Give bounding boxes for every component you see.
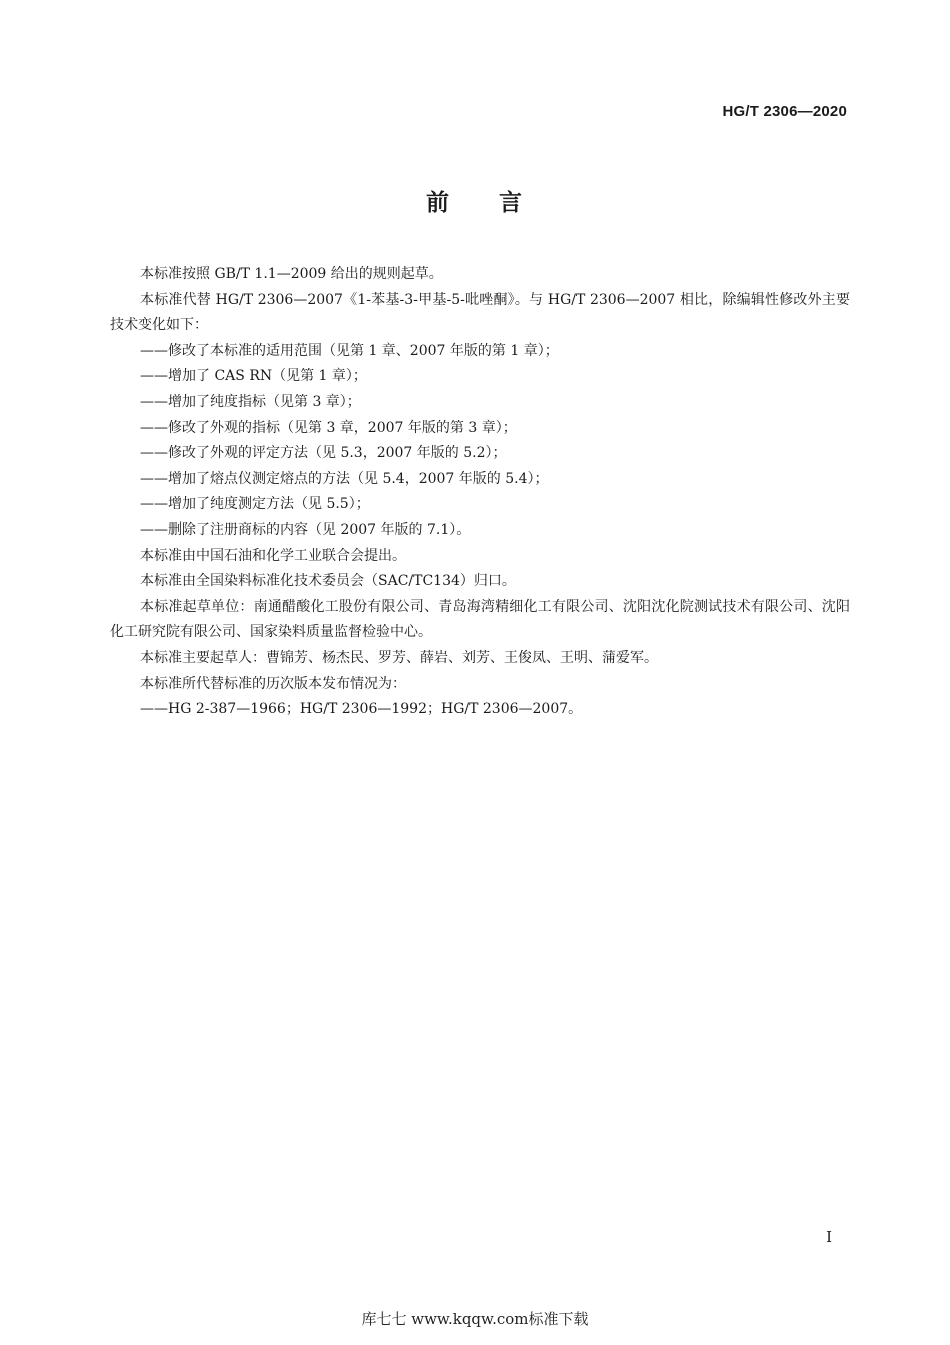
- paragraph: 本标准按照 GB/T 1.1—2009 给出的规则起草。: [140, 266, 443, 282]
- standard-code: HG/T 2306—2020: [722, 103, 847, 120]
- list-item: ——修改了本标准的适用范围（见第 1 章、2007 年版的第 1 章）；: [140, 342, 559, 359]
- title-char-2: 言: [499, 190, 524, 216]
- foreword-body: [110, 262, 850, 723]
- paragraph: 本标准由中国石油和化学工业联合会提出。: [140, 547, 406, 564]
- page-title: [0, 184, 950, 217]
- list-item: ——增加了纯度指标（见第 3 章）；: [140, 393, 361, 410]
- list-item: ——HG 2-387—1966；HG/T 2306—1992；HG/T 2306—2007。: [140, 701, 583, 718]
- page-number: I: [826, 1228, 832, 1246]
- list-item: ——增加了纯度测定方法（见 5.5）；: [140, 496, 370, 513]
- list-item: ——增加了 CAS RN（见第 1 章）；: [140, 368, 367, 385]
- paragraph: 本标准主要起草人：曹锦芳、杨杰民、罗芳、薛岩、刘芳、王俊凤、王明、蒲爱军。: [140, 649, 658, 666]
- paragraph: 本标准由全国染料标准化技术委员会（SAC/TC134）归口。: [140, 573, 516, 590]
- paragraph: 本标准代替 HG/T 2306—2007《1-苯基-3-甲基-5-吡唑酮》。与 HG/T 2306—2007 相比，除编辑性修改外主要技术变化如下：: [110, 291, 850, 334]
- list-item: ——修改了外观的评定方法（见 5.3，2007 年版的 5.2）；: [140, 445, 507, 462]
- list-item: ——删除了注册商标的内容（见 2007 年版的 7.1）。: [140, 521, 471, 538]
- footer-watermark: 库七七 www.kqqw.com标准下载: [361, 1310, 589, 1328]
- paragraph: 本标准起草单位：南通醋酸化工股份有限公司、青岛海湾精细化工有限公司、沈阳沈化院测试技术有限公司、沈阳化工研究院有限公司、国家染料质量监督检验中心。: [110, 598, 850, 641]
- list-item: ——修改了外观的指标（见第 3 章，2007 年版的第 3 章）；: [140, 419, 517, 436]
- paragraph: 本标准所代替标准的历次版本发布情况为：: [140, 675, 406, 692]
- list-item: ——增加了熔点仪测定熔点的方法（见 5.4，2007 年版的 5.4）；: [140, 470, 549, 487]
- title-char-1: 前: [426, 190, 451, 216]
